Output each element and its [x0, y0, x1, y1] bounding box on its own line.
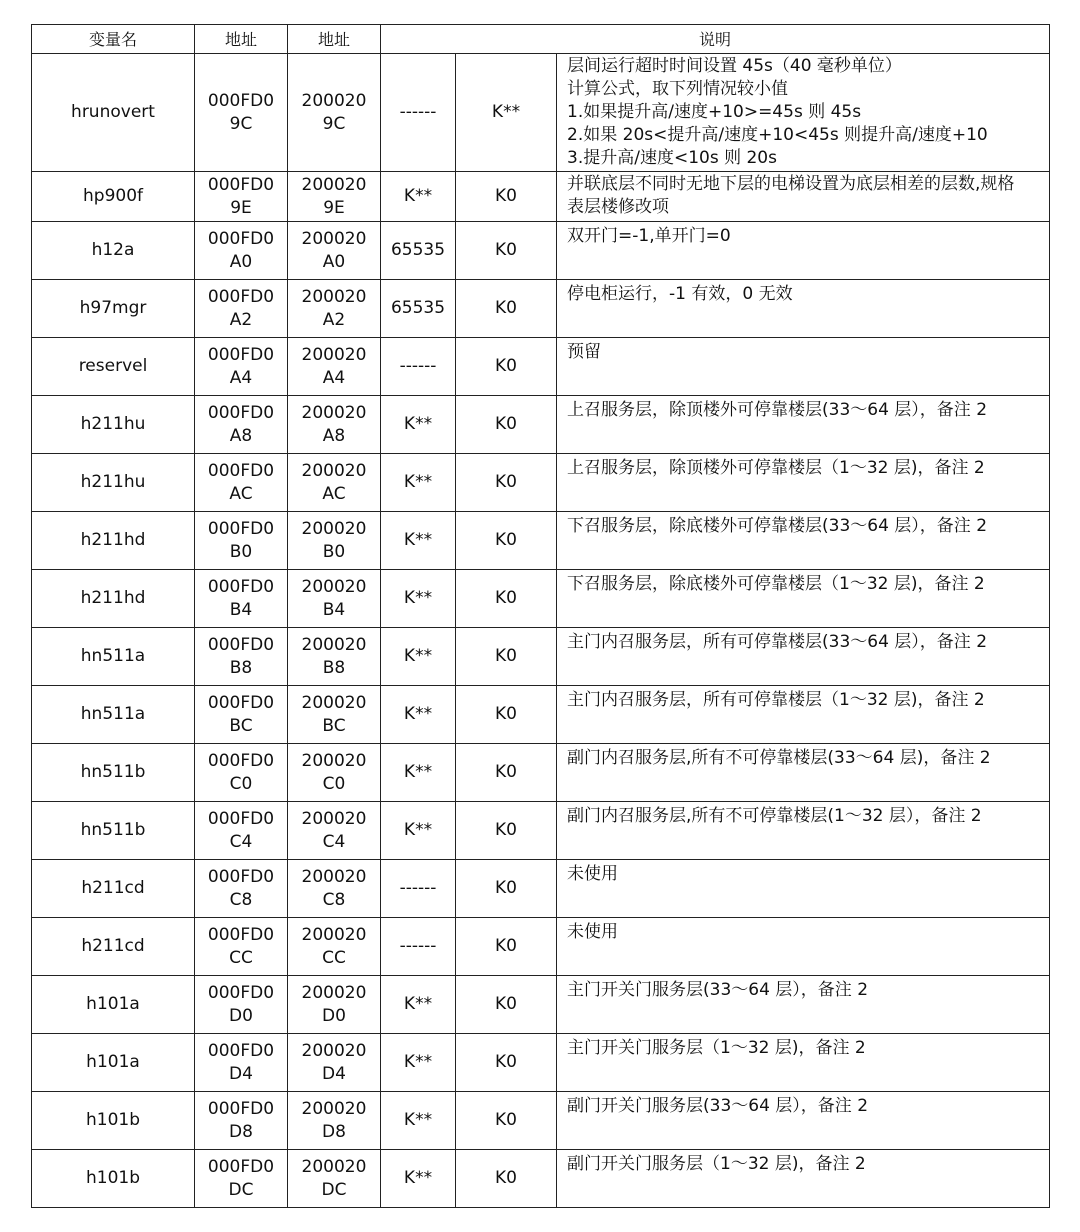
address-1-line: C4: [229, 831, 253, 852]
description-cell: [557, 396, 1050, 454]
value-1-cell: 65535: [381, 280, 456, 338]
address-1-cell: [195, 686, 288, 744]
address-1-line: 000FD0: [207, 634, 275, 655]
address-1-cell: [195, 338, 288, 396]
address-1-line: 000FD0: [207, 1040, 275, 1061]
address-1-line: 9C: [229, 113, 253, 134]
description-line: 主门开关门服务层(33～64 层），备注 2: [567, 980, 869, 1000]
value-1-cell: ------: [381, 860, 456, 918]
table-row: [32, 860, 1050, 918]
description-line: 副门开关门服务层(33～64 层），备注 2: [567, 1096, 869, 1116]
value-1-cell: ------: [381, 54, 456, 172]
description-cell: [557, 338, 1050, 396]
value-1-cell: K**: [381, 1092, 456, 1150]
address-2-line: C8: [322, 889, 346, 910]
variable-name-cell: hn511b: [32, 744, 195, 802]
address-1-line: 000FD0: [207, 174, 275, 195]
address-2-line: 200020: [301, 866, 367, 887]
description-cell: [557, 860, 1050, 918]
address-1-line: 000FD0: [207, 228, 275, 249]
address-1-cell: [195, 918, 288, 976]
variable-name-cell: h211hu: [32, 454, 195, 512]
address-2-line: D8: [322, 1121, 346, 1142]
variable-name-cell: h101a: [32, 1034, 195, 1092]
description-line: 并联底层不同时无地下层的电梯设置为底层相差的层数,规格: [567, 174, 1015, 194]
variable-name-cell: reservel: [32, 338, 195, 396]
value-1-cell: K**: [381, 512, 456, 570]
table-row: [32, 628, 1050, 686]
address-1-cell: [195, 54, 288, 172]
address-2-line: B4: [322, 599, 346, 620]
address-2-cell: [288, 1034, 381, 1092]
description-line: 预留: [567, 342, 601, 362]
address-2-cell: [288, 338, 381, 396]
address-1-cell: [195, 222, 288, 280]
description-cell: [557, 1150, 1050, 1208]
address-1-cell: [195, 454, 288, 512]
header-var-name: 变量名: [32, 25, 195, 54]
address-2-cell: [288, 860, 381, 918]
description-line: 表层楼修改项: [567, 197, 669, 217]
description-cell: [557, 512, 1050, 570]
address-1-line: DC: [228, 1179, 254, 1200]
address-2-cell: [288, 172, 381, 222]
address-1-line: 000FD0: [207, 924, 275, 945]
description-line: 未使用: [567, 922, 618, 942]
address-1-line: C8: [229, 889, 253, 910]
header-address-2: 地址: [288, 25, 381, 54]
description-line: 计算公式，取下列情况较小值: [567, 79, 788, 99]
address-1-cell: [195, 570, 288, 628]
address-1-line: A2: [229, 309, 253, 330]
address-2-cell: [288, 1150, 381, 1208]
table-header-row: [32, 25, 1050, 54]
value-2-cell: K0: [456, 1034, 557, 1092]
address-2-line: A8: [322, 425, 346, 446]
description-line: 副门内召服务层,所有不可停靠楼层(1～32 层），备注 2: [567, 806, 982, 826]
address-2-line: B0: [322, 541, 346, 562]
address-2-line: 200020: [301, 402, 367, 423]
description-cell: [557, 686, 1050, 744]
description-cell: [557, 1034, 1050, 1092]
table-row: [32, 918, 1050, 976]
value-2-cell: K0: [456, 280, 557, 338]
variable-name-cell: h101a: [32, 976, 195, 1034]
value-2-cell: K0: [456, 976, 557, 1034]
table-row: [32, 570, 1050, 628]
address-1-cell: [195, 512, 288, 570]
description-cell: [557, 1092, 1050, 1150]
description-cell: [557, 744, 1050, 802]
value-2-cell: K**: [456, 54, 557, 172]
value-2-cell: K0: [456, 222, 557, 280]
description-line: 下召服务层，除底楼外可停靠楼层(33～64 层），备注 2: [567, 516, 988, 536]
description-line: 主门内召服务层，所有可停靠楼层（1～32 层)，备注 2: [567, 690, 985, 710]
address-2-line: 200020: [301, 286, 367, 307]
address-1-cell: [195, 1150, 288, 1208]
address-1-line: B4: [229, 599, 253, 620]
address-1-line: 000FD0: [207, 982, 275, 1003]
address-2-line: 9E: [323, 197, 345, 218]
address-2-line: AC: [322, 483, 346, 504]
value-2-cell: K0: [456, 396, 557, 454]
address-2-line: A0: [322, 251, 346, 272]
address-1-line: 000FD0: [207, 692, 275, 713]
address-1-line: 000FD0: [207, 460, 275, 481]
address-1-cell: [195, 976, 288, 1034]
table-row: [32, 338, 1050, 396]
description-cell: [557, 918, 1050, 976]
address-2-line: B8: [322, 657, 346, 678]
table-row: [32, 512, 1050, 570]
address-2-line: 200020: [301, 750, 367, 771]
address-2-line: 200020: [301, 692, 367, 713]
description-cell: [557, 280, 1050, 338]
value-1-cell: 65535: [381, 222, 456, 280]
address-2-line: 200020: [301, 174, 367, 195]
variable-name-cell: hp900f: [32, 172, 195, 222]
address-1-cell: [195, 860, 288, 918]
table-row: [32, 54, 1050, 172]
address-2-cell: [288, 628, 381, 686]
variable-name-cell: hn511a: [32, 628, 195, 686]
address-2-line: C0: [322, 773, 346, 794]
header-description: 说明: [381, 25, 1050, 54]
address-1-line: AC: [229, 483, 253, 504]
description-cell: [557, 222, 1050, 280]
address-2-line: D4: [322, 1063, 346, 1084]
description-cell: [557, 628, 1050, 686]
address-1-line: 000FD0: [207, 750, 275, 771]
value-2-cell: K0: [456, 1150, 557, 1208]
address-2-line: 200020: [301, 1040, 367, 1061]
value-2-cell: K0: [456, 172, 557, 222]
description-line: 3.提升高/速度<10s 则 20s: [567, 148, 777, 168]
value-1-cell: ------: [381, 338, 456, 396]
address-2-line: C4: [322, 831, 346, 852]
value-2-cell: K0: [456, 454, 557, 512]
table-row: [32, 1092, 1050, 1150]
address-1-line: A8: [229, 425, 253, 446]
address-1-cell: [195, 172, 288, 222]
address-1-cell: [195, 744, 288, 802]
table-row: [32, 744, 1050, 802]
address-2-line: 200020: [301, 982, 367, 1003]
description-line: 2.如果 20s<提升高/速度+10<45s 则提升高/速度+10: [567, 125, 988, 145]
address-2-line: 9C: [322, 113, 346, 134]
address-1-cell: [195, 802, 288, 860]
description-line: 停电柜运行，-1 有效，0 无效: [567, 284, 793, 304]
address-1-cell: [195, 628, 288, 686]
address-2-cell: [288, 802, 381, 860]
variable-name-cell: hrunovert: [32, 54, 195, 172]
address-2-cell: [288, 918, 381, 976]
address-1-line: 000FD0: [207, 286, 275, 307]
address-2-line: 200020: [301, 1098, 367, 1119]
variable-name-cell: h211cd: [32, 860, 195, 918]
value-1-cell: K**: [381, 628, 456, 686]
description-line: 未使用: [567, 864, 618, 884]
description-line: 上召服务层，除顶楼外可停靠楼层（1～32 层)，备注 2: [567, 458, 985, 478]
address-2-line: 200020: [301, 924, 367, 945]
address-1-line: A4: [229, 367, 253, 388]
value-2-cell: K0: [456, 628, 557, 686]
description-cell: [557, 54, 1050, 172]
value-1-cell: K**: [381, 802, 456, 860]
address-1-line: 000FD0: [207, 1156, 275, 1177]
address-1-line: A0: [229, 251, 253, 272]
address-1-line: CC: [229, 947, 253, 968]
address-1-line: D0: [229, 1005, 253, 1026]
description-line: 主门开关门服务层（1～32 层)，备注 2: [567, 1038, 866, 1058]
value-2-cell: K0: [456, 570, 557, 628]
address-2-line: D0: [322, 1005, 346, 1026]
value-2-cell: K0: [456, 1092, 557, 1150]
address-1-line: B8: [229, 657, 253, 678]
address-2-line: 200020: [301, 1156, 367, 1177]
table-row: [32, 172, 1050, 222]
address-2-line: 200020: [301, 808, 367, 829]
value-1-cell: K**: [381, 1150, 456, 1208]
description-line: 上召服务层，除顶楼外可停靠楼层(33～64 层），备注 2: [567, 400, 988, 420]
address-2-cell: [288, 1092, 381, 1150]
address-1-line: 000FD0: [207, 1098, 275, 1119]
address-1-line: 000FD0: [207, 518, 275, 539]
table-row: [32, 802, 1050, 860]
value-1-cell: K**: [381, 172, 456, 222]
description-line: 主门内召服务层，所有可停靠楼层(33～64 层），备注 2: [567, 632, 988, 652]
description-cell: [557, 454, 1050, 512]
variable-name-cell: hn511a: [32, 686, 195, 744]
table-row: [32, 454, 1050, 512]
table-row: [32, 1150, 1050, 1208]
table-row: [32, 1034, 1050, 1092]
address-1-line: D8: [229, 1121, 253, 1142]
description-line: 1.如果提升高/速度+10>=45s 则 45s: [567, 102, 862, 122]
address-1-cell: [195, 396, 288, 454]
address-2-line: BC: [322, 715, 346, 736]
variable-name-cell: h211hd: [32, 512, 195, 570]
address-1-line: 9E: [230, 197, 252, 218]
address-2-line: A2: [322, 309, 346, 330]
address-2-line: DC: [321, 1179, 347, 1200]
address-2-cell: [288, 570, 381, 628]
table-row: [32, 280, 1050, 338]
variable-name-cell: h12a: [32, 222, 195, 280]
address-1-line: C0: [229, 773, 253, 794]
value-1-cell: K**: [381, 570, 456, 628]
description-line: 层间运行超时时间设置 45s（40 毫秒单位）: [567, 56, 902, 76]
address-2-cell: [288, 222, 381, 280]
address-2-line: 200020: [301, 460, 367, 481]
address-2-cell: [288, 396, 381, 454]
address-1-line: 000FD0: [207, 866, 275, 887]
description-line: 副门开关门服务层（1～32 层)，备注 2: [567, 1154, 866, 1174]
address-1-line: BC: [229, 715, 253, 736]
address-2-line: 200020: [301, 518, 367, 539]
description-line: 双开门=-1,单开门=0: [567, 226, 731, 246]
description-line: 下召服务层，除底楼外可停靠楼层（1～32 层)，备注 2: [567, 574, 985, 594]
value-2-cell: K0: [456, 686, 557, 744]
address-2-line: A4: [322, 367, 346, 388]
address-2-line: 200020: [301, 634, 367, 655]
value-2-cell: K0: [456, 918, 557, 976]
value-2-cell: K0: [456, 860, 557, 918]
table-row: [32, 396, 1050, 454]
address-2-line: CC: [322, 947, 346, 968]
address-1-line: 000FD0: [207, 576, 275, 597]
address-2-cell: [288, 976, 381, 1034]
variable-name-cell: h211cd: [32, 918, 195, 976]
description-cell: [557, 172, 1050, 222]
address-1-cell: [195, 1034, 288, 1092]
address-2-line: 200020: [301, 576, 367, 597]
address-2-cell: [288, 454, 381, 512]
value-2-cell: K0: [456, 338, 557, 396]
value-1-cell: K**: [381, 686, 456, 744]
value-1-cell: K**: [381, 396, 456, 454]
value-1-cell: K**: [381, 454, 456, 512]
address-1-cell: [195, 1092, 288, 1150]
description-cell: [557, 570, 1050, 628]
address-2-cell: [288, 54, 381, 172]
address-1-line: B0: [229, 541, 253, 562]
address-1-line: 000FD0: [207, 808, 275, 829]
description-cell: [557, 976, 1050, 1034]
value-2-cell: K0: [456, 802, 557, 860]
header-address-1: 地址: [195, 25, 288, 54]
address-2-line: 200020: [301, 228, 367, 249]
value-2-cell: K0: [456, 744, 557, 802]
table-row: [32, 222, 1050, 280]
address-2-cell: [288, 512, 381, 570]
address-2-cell: [288, 744, 381, 802]
variable-name-cell: h101b: [32, 1092, 195, 1150]
address-2-line: 200020: [301, 90, 367, 111]
address-1-line: 000FD0: [207, 344, 275, 365]
variable-name-cell: h97mgr: [32, 280, 195, 338]
address-1-line: D4: [229, 1063, 253, 1084]
variable-name-cell: hn511b: [32, 802, 195, 860]
table-row: [32, 686, 1050, 744]
value-1-cell: K**: [381, 1034, 456, 1092]
variable-name-cell: h211hu: [32, 396, 195, 454]
variable-name-cell: h211hd: [32, 570, 195, 628]
address-2-cell: [288, 280, 381, 338]
description-cell: [557, 802, 1050, 860]
parameter-table: [31, 24, 1050, 1208]
address-1-cell: [195, 280, 288, 338]
value-1-cell: K**: [381, 744, 456, 802]
value-1-cell: ------: [381, 918, 456, 976]
value-2-cell: K0: [456, 512, 557, 570]
address-1-line: 000FD0: [207, 90, 275, 111]
value-1-cell: K**: [381, 976, 456, 1034]
variable-name-cell: h101b: [32, 1150, 195, 1208]
description-line: 副门内召服务层,所有不可停靠楼层(33～64 层)，备注 2: [567, 748, 991, 768]
address-2-cell: [288, 686, 381, 744]
table-row: [32, 976, 1050, 1034]
address-1-line: 000FD0: [207, 402, 275, 423]
table-body: [32, 25, 1050, 1208]
address-2-line: 200020: [301, 344, 367, 365]
